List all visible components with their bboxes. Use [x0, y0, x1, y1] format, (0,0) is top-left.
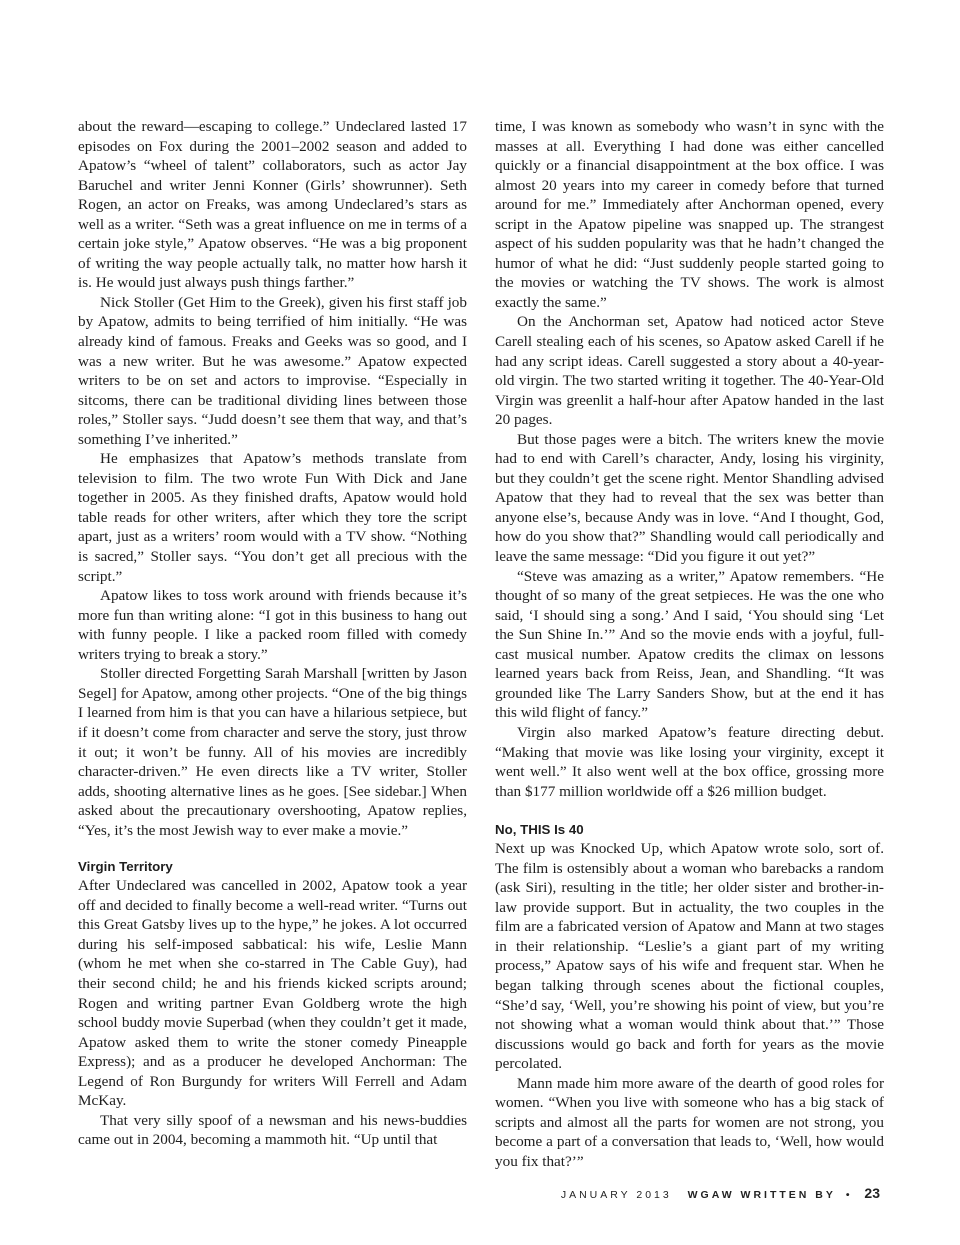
left-paragraph-1: about the reward—escaping to college.” Undeclared lasted 17 episodes on Fox during the 2001–2002 season and added to Apatow’s “wheel of talent” collaborators, such as actor Jay Baruchel and writer Jenni Konner (Girls’ showrunner). Seth Rogen, an actor on Freaks, was among Undeclared’s stars as well as a writer. “Seth was a great influence on me in terms of a certain joke style,” Apatow observes. “He was a big proponent of writing the way people actually talk, no matter how harsh it is. He would just always push things farther.”	[78, 118, 467, 292]
right-paragraph-7: Mann made him more aware of the dearth of good roles for women. “When you live with someone who has a big stack of scripts and almost all the parts for women are not strong, you become a part of a conversation that leads to, ‘Well, how would you fix that?’”	[495, 1074, 884, 1170]
right-paragraph-1: time, I was known as somebody who wasn’t in sync with the masses at all. Everything I had done was either cancelled quickly or a financial disappointment at the box office. I was almost 20 years into my career in comedy before that turned around for me.” Immediately after Anchorman opened, every script in the Apatow pipeline was snapped up. The strangest aspect of his sudden popularity was that he hadn’t changed the humor of what he did: “Just suddenly people started going to the movies or watching the TV shows. The work is almost exactly the same.”	[495, 118, 884, 311]
right-column	[495, 117, 884, 1171]
footer-date: JANUARY 2013	[560, 1189, 672, 1201]
right-paragraph-2: On the Anchorman set, Apatow had noticed actor Steve Carell stealing each of his scenes, so Apatow asked Carell if he had any script ideas. Carell suggested a story about a 40-year-old virgin. The two started writing it together. The 40-Year-Old Virgin was greenlit a half-hour after Apatow handed in the last 20 pages.	[495, 313, 884, 429]
right-paragraph-4: “Steve was amazing as a writer,” Apatow remembers. “He thought of so many of the great setpieces. He was the one who said, ‘I should sing a song.’ And I said, ‘You should sing ‘Let the Sun Shine In.’” And so the movie ends with a joyful, full-cast musical number. Apatow credits the climax on lessons learned years back from Reiss, Jean, and Shandling. “It was grounded like The Larry Sanders Show, but at the end it has this wild flight of fancy.”	[495, 567, 884, 722]
page-footer	[561, 1185, 880, 1201]
page-number: 23	[864, 1185, 880, 1201]
left-paragraph-6: After Undeclared was cancelled in 2002, Apatow took a year off and decided to finally become a well-read writer. “Turns out this Great Gatsby lives up to the hype,” he jokes. A lot occurred during his self-imposed sabbatical: his wife, Leslie Mann (whom he met when she co-starred in The Cable Guy), had their second child; he and his friends kicked scripts around; Rogen and writing partner Evan Goldberg wrote the high school buddy movie Superbad (when they couldn’t get it made, Apatow asked them to write the stoner comedy Pineapple Express); and as a producer he developed Anchorman: The Legend of Ron Burgundy for writers Will Ferrell and Adam McKay.	[78, 877, 467, 1110]
right-paragraph-6: Next up was Knocked Up, which Apatow wrote solo, sort of. The film is ostensibly about a woman who barebacks a random (ask Siri), resulting in the title; her older sister and brother-in-law provide support. But in actuality, the two couples in the film are a fabricated version of Apatow and Mann at two stages in their relationship. “Leslie’s a giant part of my writing process,” Apatow says of his wife and frequent star. When he began talking through scenes about the fictional couples, “She’d say, ‘Well, you’re showing his point of view, but you’re not showing what a woman would think about that.’” Those discussions would go back and forth for years as the movie percolated.	[495, 840, 884, 1073]
footer-publication: WGAW WRITTEN BY	[687, 1189, 836, 1201]
right-paragraph-3: But those pages were a bitch. The writers knew the movie had to end with Carell’s character, Andy, losing his virginity, but they couldn’t get the scene right. Mentor Shandling advised Apatow that they had to reveal that the sex was better than anyone else’s, because Andy was in love. “And I thought, God, how do you show that?” Shandling would call periodically and leave the same message: “Did you figure it out yet?”	[495, 430, 884, 566]
left-paragraph-5: Stoller directed Forgetting Sarah Marshall [written by Jason Segel] for Apatow, among other projects. “One of the big things I learned from him is that you can have a hilarious setpiece, but if it doesn’t come from character and serve the story, just throw it out; it won’t be funny. All of his movies are incredibly character-driven.” He even directs like a TV writer, Stoller adds, shooting alternative lines as he goes. [See sidebar.] When asked about the precautionary overshooting, Apatow replies, “Yes, it’s the most Jewish way to ever make a movie.”	[78, 665, 467, 839]
left-paragraph-7: That very silly spoof of a newsman and his news-buddies came out in 2004, becoming a mammoth hit. “Up until that	[78, 1111, 467, 1149]
left-column	[78, 117, 467, 1150]
section-heading-no-this-is-40: No, THIS Is 40	[495, 822, 584, 838]
left-paragraph-2: Nick Stoller (Get Him to the Greek), given his first staff job by Apatow, admits to being terrified of him initially. “He was already kind of famous. Freaks and Geeks was so good, and I was a new writer. But he was awesome.” Apatow expected writers to be on set and actors to improvise. “Especially in sitcoms, there can be traditional dividing lines between those roles,” Stoller says. “Judd doesn’t see them that way, and that’s something I’ve inherited.”	[78, 293, 467, 448]
left-paragraph-4: Apatow likes to toss work around with friends because it’s more fun than writing alone: “I got in this business to hang out with funny people. I like a packed room filled with comedy writers trying to break a story.”	[78, 587, 467, 663]
footer-bullet: •	[845, 1189, 853, 1201]
section-heading-virgin-territory: Virgin Territory	[78, 859, 173, 875]
right-paragraph-5: Virgin also marked Apatow’s feature directing debut. “Making that movie was like losing your virginity, except it went well.” It also went well at the box office, grossing more than $177 million worldwide off a $26 million budget.	[495, 723, 884, 800]
left-paragraph-3: He emphasizes that Apatow’s methods translate from television to film. The two wrote Fun With Dick and Jane together in 2005. As they finished drafts, Apatow would hold table reads for other writers, after which they tore the script apart, just as a writers’ room would with a TV show. “Nothing is sacred,” Stoller says. “You don’t get all precious with the script.”	[78, 450, 467, 585]
